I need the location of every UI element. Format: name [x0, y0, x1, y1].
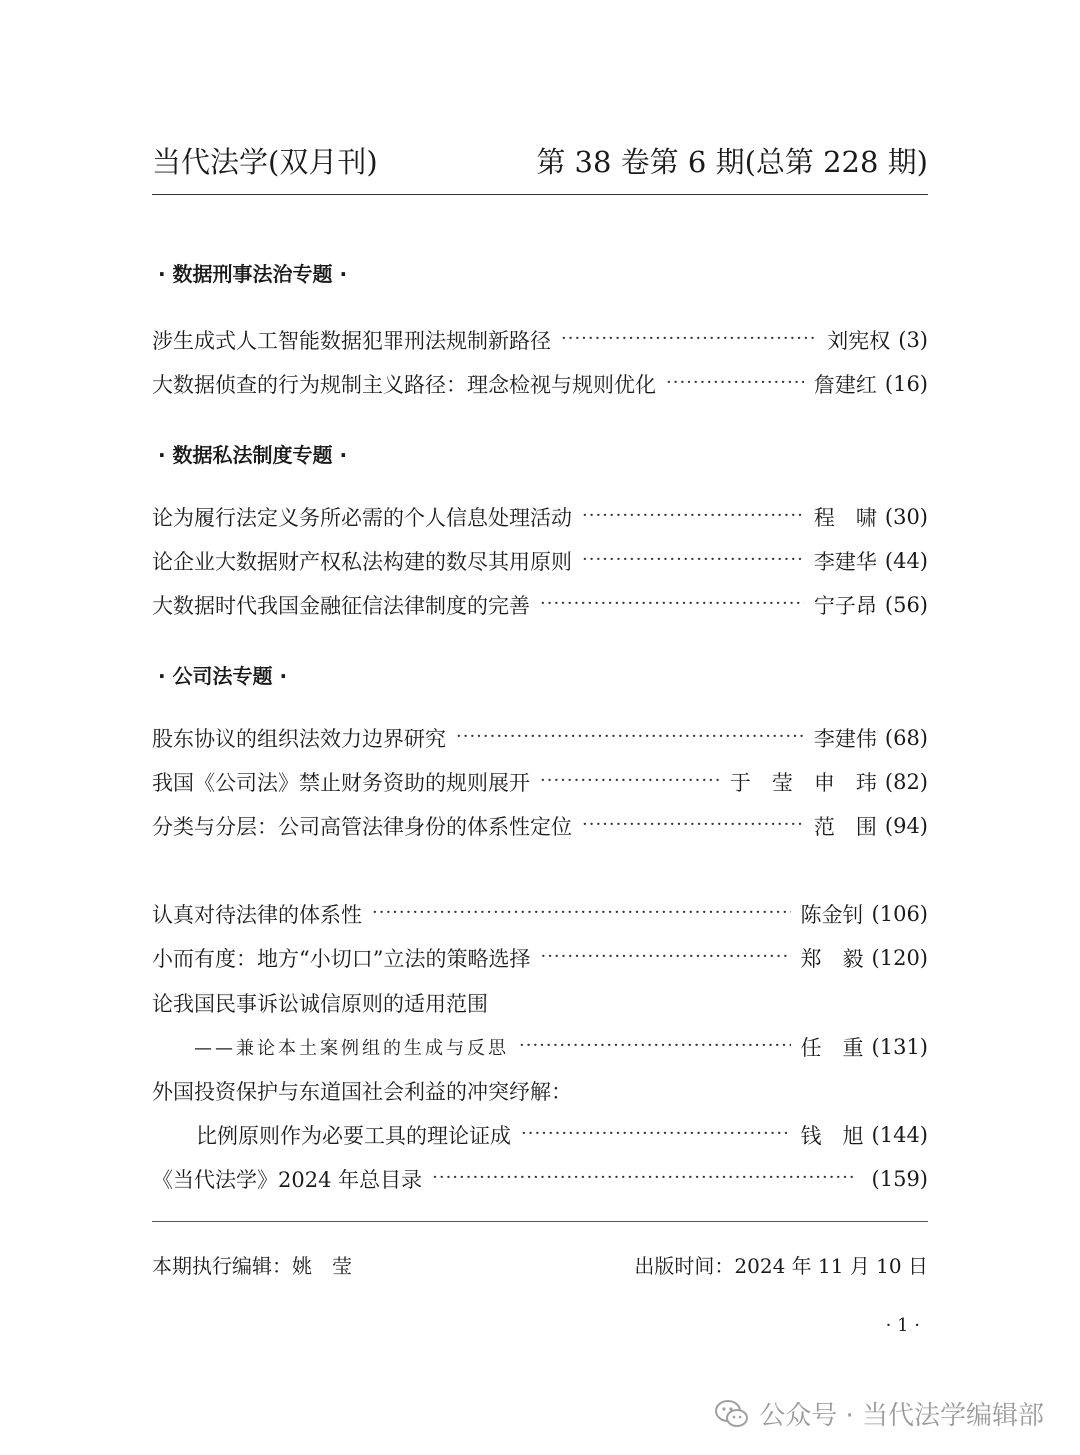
toc-entry[interactable] — [152, 943, 928, 973]
entry-title: 认真对待法律的体系性 — [152, 903, 362, 927]
entry-title-line[interactable]: 论我国民事诉讼诚信原则的适用范围 — [152, 992, 488, 1016]
toc-entry[interactable] — [194, 1032, 928, 1062]
entry-page: (94) — [884, 814, 928, 838]
footer-rule — [152, 1221, 928, 1222]
toc-entry[interactable] — [152, 590, 928, 620]
entry-title: 股东协议的组织法效力边界研究 — [152, 727, 446, 751]
entry-page: (68) — [884, 726, 928, 750]
toc-entry[interactable] — [152, 546, 928, 576]
entry-page: (144) — [871, 1123, 928, 1147]
dot-leader — [372, 899, 791, 929]
toc-entry[interactable] — [196, 1120, 928, 1150]
entry-page: (82) — [884, 770, 928, 794]
entry-page: (120) — [871, 946, 928, 970]
entry-page: (16) — [884, 372, 928, 396]
dot-leader — [666, 369, 804, 399]
entry-author: 宁子昂 — [813, 594, 877, 618]
dot-leader — [521, 1120, 791, 1150]
section-heading: · 数据私法制度专题 · — [158, 443, 348, 467]
dot-leader — [582, 811, 804, 841]
toc-entry[interactable] — [152, 899, 928, 929]
entry-page: (106) — [871, 902, 928, 926]
publication-date: 出版时间：2024 年 11 月 10 日 — [634, 1254, 928, 1278]
entry-page: (56) — [884, 593, 928, 617]
dot-leader — [519, 1032, 791, 1062]
page-header — [152, 140, 928, 184]
toc-entry[interactable] — [152, 811, 928, 841]
toc-entry[interactable] — [152, 1164, 928, 1194]
toc-entry[interactable] — [152, 325, 928, 355]
entry-author: 陈金钊 — [800, 903, 864, 927]
entry-author: 钱 旭 — [800, 1124, 864, 1148]
entry-page: (159) — [871, 1167, 928, 1191]
entry-title-line[interactable]: 外国投资保护与东道国社会利益的冲突纾解： — [152, 1080, 572, 1104]
executive-editor: 本期执行编辑：姚 莹 — [152, 1254, 352, 1278]
toc-entry[interactable] — [152, 369, 928, 399]
entry-author: 程 啸 — [813, 506, 877, 530]
entry-title: 论企业大数据财产权私法构建的数尽其用原则 — [152, 550, 572, 574]
entry-author: 任 重 — [800, 1036, 864, 1060]
entry-page: (131) — [871, 1035, 928, 1059]
wechat-icon — [715, 1399, 749, 1429]
entry-page: (44) — [884, 549, 928, 573]
toc-entry[interactable] — [152, 502, 928, 532]
toc-entry[interactable] — [152, 723, 928, 753]
entry-author: 于 莹 申 玮 — [729, 771, 877, 795]
page-number: · 1 · — [885, 1315, 920, 1336]
entry-author: 刘宪权 — [827, 329, 891, 353]
entry-title: 《当代法学》2024 年总目录 — [152, 1168, 423, 1192]
header-rule — [152, 194, 928, 195]
entry-title: 大数据侦查的行为规制主义路径：理念检视与规则优化 — [152, 373, 656, 397]
watermark-text: 公众号 · 当代法学编辑部 — [759, 1401, 1044, 1431]
dot-leader — [456, 723, 804, 753]
entry-subtitle: ——兼论本土案例组的生成与反思 — [194, 1038, 509, 1059]
dot-leader — [561, 325, 817, 355]
entry-subtitle: 比例原则作为必要工具的理论证成 — [196, 1124, 511, 1148]
entry-page: (3) — [898, 328, 928, 352]
toc-entry[interactable] — [152, 767, 928, 797]
section-heading: · 数据刑事法治专题 · — [158, 262, 348, 286]
entry-author: 李建华 — [813, 550, 877, 574]
issue-info: 第 38 卷第 6 期(总第 228 期) — [536, 145, 928, 179]
entry-title: 我国《公司法》禁止财务资助的规则展开 — [152, 771, 530, 795]
dot-leader — [540, 590, 804, 620]
dot-leader — [582, 502, 804, 532]
dot-leader — [432, 1164, 853, 1194]
entry-author: 郑 毅 — [800, 947, 864, 971]
entry-title: 分类与分层：公司高管法律身份的体系性定位 — [152, 815, 572, 839]
entry-title: 论为履行法定义务所必需的个人信息处理活动 — [152, 506, 572, 530]
entry-title: 小而有度：地方“小切口”立法的策略选择 — [152, 947, 531, 971]
section-heading: · 公司法专题 · — [158, 664, 288, 688]
dot-leader — [582, 546, 804, 576]
entry-title: 大数据时代我国金融征信法律制度的完善 — [152, 594, 530, 618]
entry-page: (30) — [884, 505, 928, 529]
entry-title: 涉生成式人工智能数据犯罪刑法规制新路径 — [152, 329, 551, 353]
entry-author: 范 围 — [813, 815, 877, 839]
entry-author: 李建伟 — [813, 727, 877, 751]
dot-leader — [540, 943, 790, 973]
dot-leader — [540, 767, 720, 797]
journal-title: 当代法学(双月刊) — [152, 145, 378, 179]
watermark — [715, 1395, 1044, 1432]
entry-author: 詹建红 — [813, 373, 877, 397]
